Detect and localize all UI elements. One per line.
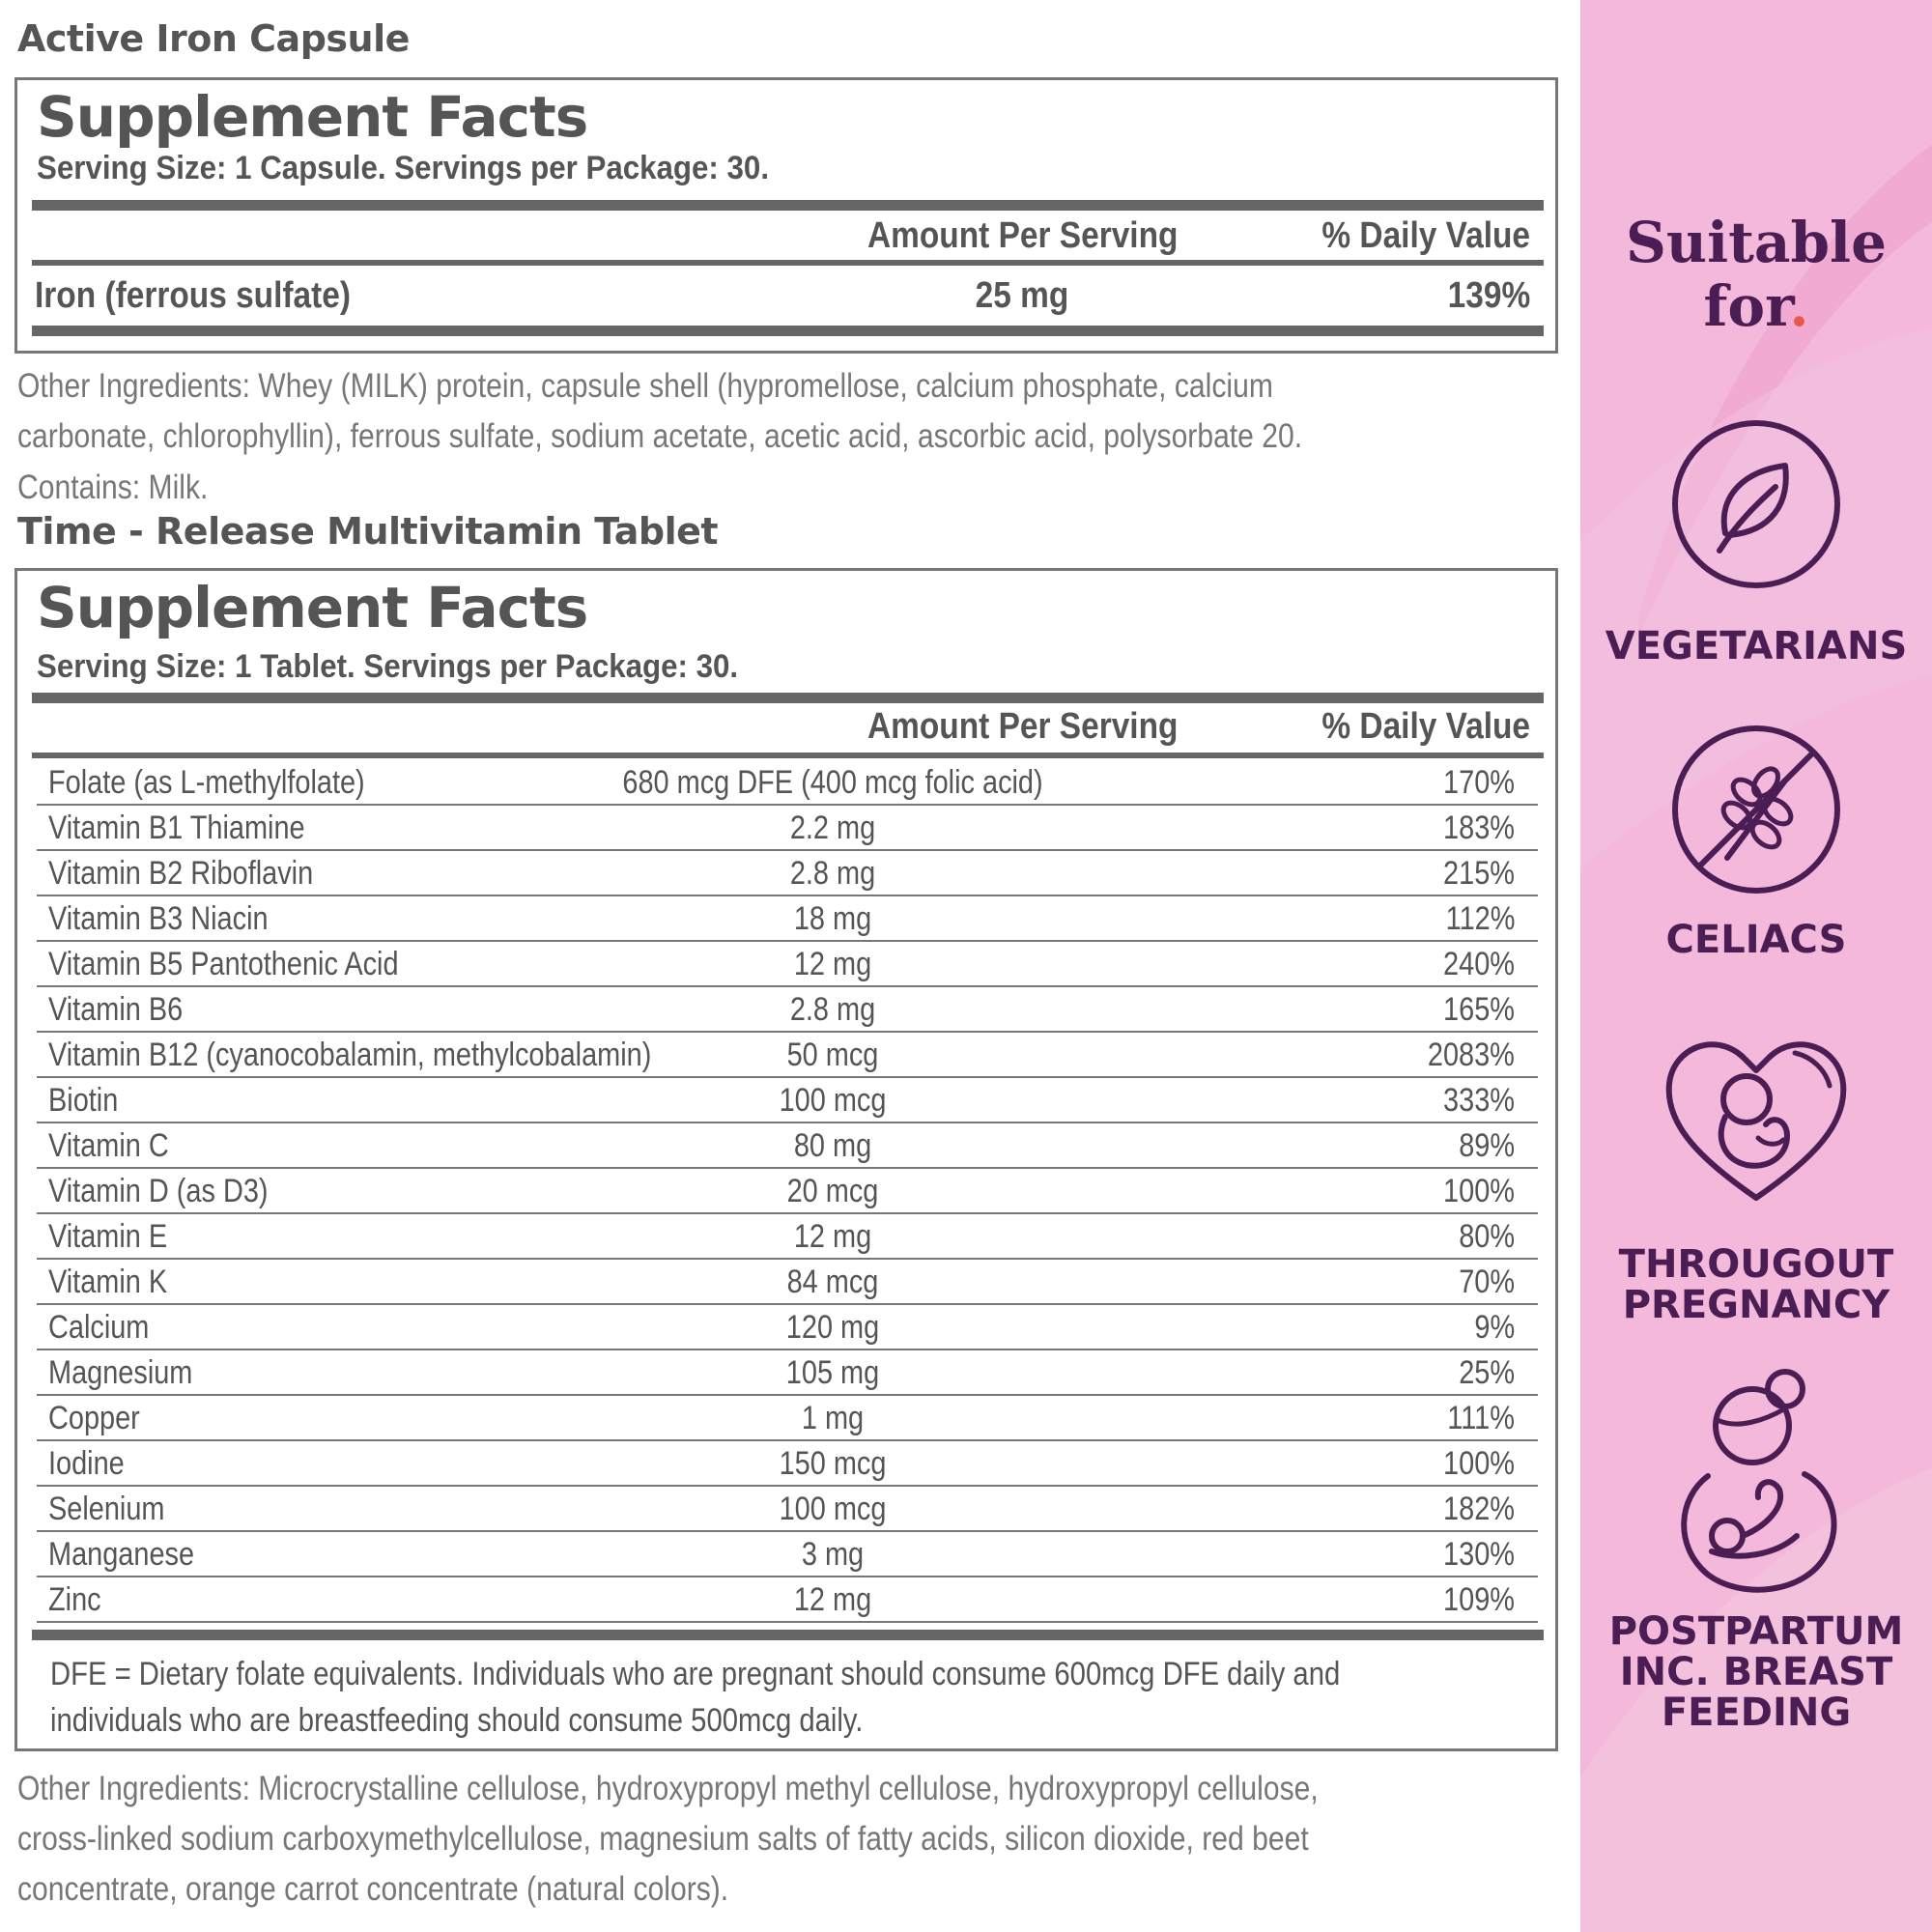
nutrient-row (37, 942, 1538, 987)
nutrient-row (37, 1305, 1538, 1350)
nutrient-name: Folate (as L-methylfolate) (48, 764, 365, 801)
nutrient-amount: 12 mg (793, 1218, 872, 1255)
nutrient-daily-value: 89% (1459, 1127, 1515, 1164)
nutrient-amount: 150 mcg (779, 1445, 887, 1482)
iron-top-rule (32, 200, 1544, 211)
iron-header-rule (32, 260, 1544, 266)
iron-col-dv: % Daily Value (1321, 215, 1530, 256)
label-pregnancy (1580, 1244, 1932, 1325)
nutrient-amount: 100 mcg (779, 1082, 887, 1119)
label-pregnancy-line2: PREGNANCY (1622, 1283, 1890, 1327)
nutrient-name: Calcium (48, 1309, 150, 1346)
nutrient-name: Copper (48, 1400, 140, 1436)
nutrient-name: Zinc (48, 1581, 101, 1618)
nutrient-name: Manganese (48, 1536, 195, 1573)
nutrient-daily-value: 333% (1443, 1082, 1515, 1119)
nutrient-name: Vitamin E (48, 1218, 168, 1255)
multi-other-ingredients: Other Ingredients: Microcrystalline cellulose, hydroxypropyl methyl cellulose, hydroxypropyl cellulose, cross-linked sodium carboxymethylcellulose, magnesium salts of fatty acids, silicon dioxide, red beet concentrate, orange carrot concentrate (natural colors). (17, 1770, 1319, 1908)
nutrient-daily-value: 100% (1443, 1173, 1515, 1209)
nutrient-row (37, 806, 1538, 851)
nutrient-row (37, 1078, 1538, 1123)
multi-bottom-rule (32, 1630, 1544, 1640)
iron-other-ingredients: Other Ingredients: Whey (MILK) protein, capsule shell (hypromellose, calcium phosphate, calcium carbonate, chlorophyllin), ferrous sulfate, sodium acetate, acetic acid, ascorbic acid, polysorbate 20. (17, 367, 1303, 455)
nutrient-amount: 20 mcg (786, 1173, 879, 1209)
nutrient-amount: 100 mcg (779, 1491, 887, 1527)
nutrient-amount: 18 mg (793, 900, 872, 937)
breastfeeding-mother-icon (1669, 1362, 1843, 1604)
nutrient-daily-value: 100% (1443, 1445, 1515, 1482)
nutrient-row (37, 760, 1538, 806)
nutrient-row (37, 1577, 1538, 1623)
label-postpartum-line1: POSTPARTUM (1608, 1609, 1904, 1654)
multi-header-rule (32, 753, 1544, 758)
nutrient-amount: 12 mg (793, 1581, 872, 1618)
pregnancy-heart-icon (1662, 1024, 1851, 1213)
nutrient-row (37, 1441, 1538, 1487)
nutrient-amount: 3 mg (801, 1536, 865, 1573)
leaf-icon (1669, 417, 1843, 591)
nutrient-amount: 2.8 mg (789, 991, 876, 1028)
iron-serving-size: Serving Size: 1 Capsule. Servings per Package: 30. (37, 150, 770, 186)
nutrient-daily-value: 240% (1443, 946, 1515, 982)
nutrient-amount: 120 mg (785, 1309, 880, 1346)
label-celiacs-line1: CELIACS (1665, 918, 1847, 962)
nutrient-daily-value: 183% (1443, 810, 1515, 846)
suitable-heading-line2 (1580, 274, 1932, 338)
nutrient-row (37, 1123, 1538, 1169)
nutrient-name: Biotin (48, 1082, 119, 1119)
dfe-footnote: DFE = Dietary folate equivalents. Individuals who are pregnant should consume 600mcg DFE daily and individuals who are breastfeeding should consume 500mcg daily. (50, 1656, 1341, 1739)
label-pregnancy-line1: THROUGOUT (1618, 1242, 1894, 1287)
suitable-for-sidebar (1580, 0, 1932, 1932)
nutrient-name: Vitamin C (48, 1127, 169, 1164)
multi-serving-size: Serving Size: 1 Tablet. Servings per Package: 30. (37, 648, 739, 685)
nutrient-daily-value: 109% (1443, 1581, 1515, 1618)
iron-col-amount: Amount Per Serving (867, 215, 1179, 256)
label-vegetarians (1580, 626, 1932, 667)
iron-section-title: Active Iron Capsule (17, 17, 410, 60)
nutrient-row (37, 1396, 1538, 1441)
heading-dot: . (1789, 273, 1809, 339)
nutrient-amount: 2.8 mg (789, 855, 876, 892)
multi-top-rule (32, 693, 1544, 703)
label-vegetarians-line1: VEGETARIANS (1605, 624, 1908, 668)
nutrient-daily-value: 215% (1443, 855, 1515, 892)
nutrient-amount: 84 mcg (786, 1264, 879, 1300)
label-celiacs (1580, 920, 1932, 960)
multi-col-dv: % Daily Value (1321, 706, 1530, 747)
nutrient-daily-value: 2083% (1428, 1037, 1515, 1073)
nutrient-daily-value: 165% (1443, 991, 1515, 1028)
nutrient-daily-value: 9% (1474, 1309, 1515, 1346)
nutrient-amount: 50 mcg (786, 1037, 879, 1073)
nutrient-name: Vitamin B5 Pantothenic Acid (48, 946, 399, 982)
nutrient-daily-value: 182% (1443, 1491, 1515, 1527)
nutrient-amount: 80 mg (793, 1127, 872, 1164)
nutrient-daily-value: 130% (1443, 1536, 1515, 1573)
nutrient-row (37, 1033, 1538, 1078)
nutrient-name: Vitamin B12 (cyanocobalamin, methylcobalamin) (48, 1037, 652, 1073)
nutrient-row (37, 1260, 1538, 1305)
iron-facts-box (14, 77, 1558, 354)
nutrient-row (37, 1350, 1538, 1396)
label-postpartum-line2: INC. BREAST (1619, 1650, 1893, 1694)
nutrient-daily-value: 170% (1443, 764, 1515, 801)
nutrient-daily-value: 70% (1459, 1264, 1515, 1300)
label-postpartum-line3: FEEDING (1661, 1690, 1852, 1735)
multi-col-amount: Amount Per Serving (867, 706, 1179, 747)
suitable-heading-for: for (1703, 273, 1790, 339)
nutrient-daily-value: 80% (1459, 1218, 1515, 1255)
multi-facts-title: Supplement Facts (37, 575, 588, 640)
iron-row-dv: 139% (1447, 275, 1530, 316)
nutrient-daily-value: 112% (1445, 900, 1515, 937)
nutrient-name: Vitamin B6 (48, 991, 184, 1028)
nutrient-daily-value: 25% (1459, 1354, 1515, 1391)
nutrient-row (37, 1214, 1538, 1260)
suitable-for-heading (1580, 211, 1932, 338)
nutrient-name: Selenium (48, 1491, 165, 1527)
gluten-free-wheat-icon (1669, 723, 1843, 896)
nutrient-row (37, 987, 1538, 1033)
nutrient-name: Vitamin B1 Thiamine (48, 810, 305, 846)
multi-section-title: Time - Release Multivitamin Tablet (17, 510, 719, 553)
label-postpartum (1580, 1611, 1932, 1733)
iron-contains: Contains: Milk. (17, 469, 209, 506)
nutrient-amount: 105 mg (785, 1354, 880, 1391)
nutrient-row (37, 1487, 1538, 1532)
nutrient-name: Iodine (48, 1445, 125, 1482)
nutrient-row (37, 1532, 1538, 1577)
nutrient-name: Magnesium (48, 1354, 193, 1391)
nutrient-name: Vitamin K (48, 1264, 168, 1300)
nutrient-row (37, 1169, 1538, 1214)
nutrient-name: Vitamin B2 Riboflavin (48, 855, 314, 892)
nutrient-amount: 12 mg (793, 946, 872, 982)
iron-row-amount: 25 mg (975, 275, 1069, 316)
multi-facts-box (14, 568, 1558, 1751)
nutrient-amount: 680 mcg DFE (400 mcg folic acid) (622, 764, 1043, 801)
iron-facts-title: Supplement Facts (37, 84, 588, 150)
nutrient-daily-value: 111% (1447, 1400, 1515, 1436)
nutrient-name: Vitamin D (as D3) (48, 1173, 269, 1209)
nutrient-name: Vitamin B3 Niacin (48, 900, 269, 937)
nutrient-row (37, 851, 1538, 896)
iron-row-name: Iron (ferrous sulfate) (35, 275, 352, 316)
iron-bottom-rule (32, 326, 1544, 336)
nutrient-row (37, 896, 1538, 942)
nutrient-amount: 1 mg (801, 1400, 865, 1436)
nutrient-amount: 2.2 mg (789, 810, 876, 846)
suitable-heading-line1: Suitable (1626, 210, 1887, 275)
